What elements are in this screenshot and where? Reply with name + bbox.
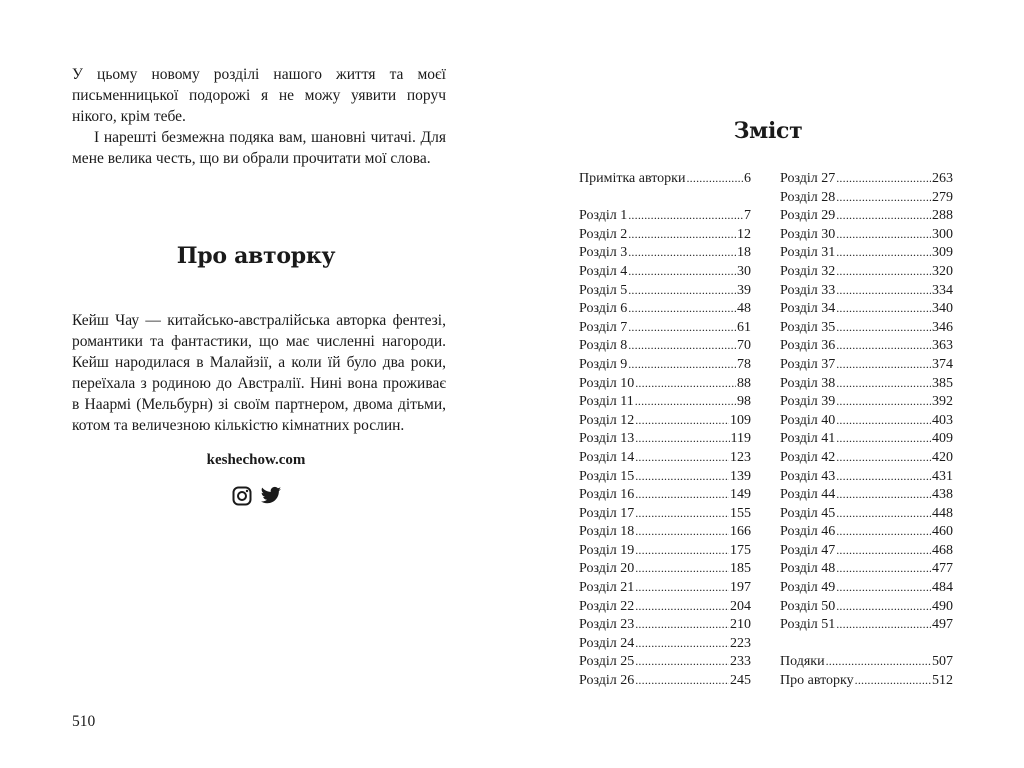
toc-leader-dots xyxy=(836,487,931,502)
twitter-icon[interactable] xyxy=(260,486,280,506)
toc-entry-page: 149 xyxy=(730,487,751,503)
toc-entry-page: 139 xyxy=(730,468,751,484)
toc-leader-dots xyxy=(836,190,931,205)
toc-entry[interactable] xyxy=(579,357,751,376)
toc-entry-page: 385 xyxy=(932,375,953,391)
toc-entry[interactable] xyxy=(780,394,953,413)
toc-entry[interactable] xyxy=(780,264,953,283)
toc-entry-title: Розділ 21 xyxy=(579,580,635,596)
toc-entry-title: Розділ 44 xyxy=(780,487,836,503)
toc-entry[interactable] xyxy=(579,245,751,264)
toc-spacer xyxy=(780,636,953,655)
toc-leader-dots xyxy=(836,227,931,242)
toc-entry[interactable] xyxy=(780,227,953,246)
toc-entry-title: Розділ 7 xyxy=(579,319,628,335)
toc-entry-page: 279 xyxy=(932,189,953,205)
toc-entry[interactable] xyxy=(579,450,751,469)
toc-leader-dots xyxy=(628,208,743,223)
toc-entry[interactable] xyxy=(780,376,953,395)
toc-leader-dots xyxy=(635,506,729,521)
toc-entry[interactable] xyxy=(780,283,953,302)
toc-entry-page: 363 xyxy=(932,338,953,354)
toc-entry-title: Розділ 2 xyxy=(579,226,628,242)
toc-leader-dots xyxy=(836,357,931,372)
toc-entry[interactable] xyxy=(579,487,751,506)
toc-leader-dots xyxy=(836,245,931,260)
toc-leader-dots xyxy=(836,580,931,595)
toc-entry-title: Розділ 28 xyxy=(780,189,836,205)
toc-entry[interactable] xyxy=(579,654,751,673)
toc-entry[interactable] xyxy=(780,431,953,450)
toc-entry-title: Розділ 9 xyxy=(579,356,628,372)
toc-entry[interactable] xyxy=(579,320,751,339)
toc-entry-title: Розділ 8 xyxy=(579,338,628,354)
toc-entry-title: Розділ 47 xyxy=(780,542,836,558)
toc-entry-page: 409 xyxy=(932,431,953,447)
toc-leader-dots xyxy=(836,561,931,576)
toc-leader-dots xyxy=(836,450,931,465)
toc-leader-dots xyxy=(635,599,729,614)
toc-entry-title: Розділ 50 xyxy=(780,598,836,614)
toc-entry-title: Розділ 12 xyxy=(579,412,635,428)
toc-leader-dots xyxy=(628,301,736,316)
toc-leader-dots xyxy=(628,227,736,242)
toc-entry-title: Розділ 37 xyxy=(780,356,836,372)
instagram-icon[interactable] xyxy=(232,486,252,506)
toc-leader-dots xyxy=(686,171,743,186)
toc-entry-page: 123 xyxy=(730,449,751,465)
toc-entry-page: 155 xyxy=(730,505,751,521)
toc-entry-page: 197 xyxy=(730,580,751,596)
toc-entry-title: Розділ 20 xyxy=(579,561,635,577)
toc-leader-dots xyxy=(635,394,736,409)
toc-entry[interactable] xyxy=(579,283,751,302)
toc-entry[interactable] xyxy=(780,654,953,673)
toc-entry-title: Розділ 51 xyxy=(780,617,836,633)
toc-entry-page: 48 xyxy=(737,301,751,317)
toc-column-2 xyxy=(780,171,953,692)
toc-entry-page: 431 xyxy=(932,468,953,484)
toc-entry-page: 12 xyxy=(737,226,751,242)
toc-entry[interactable] xyxy=(579,580,751,599)
toc-entry[interactable] xyxy=(579,338,751,357)
toc-leader-dots xyxy=(836,413,931,428)
toc-entry-title: Розділ 10 xyxy=(579,375,635,391)
toc-entry[interactable] xyxy=(579,264,751,283)
toc-entry-title: Розділ 31 xyxy=(780,245,836,261)
toc-entry-page: 245 xyxy=(730,673,751,689)
toc-leader-dots xyxy=(628,338,736,353)
toc-leader-dots xyxy=(836,599,931,614)
toc-entry-page: 288 xyxy=(932,208,953,224)
toc-entry-title: Розділ 19 xyxy=(579,542,635,558)
toc-entry-page: 98 xyxy=(737,394,751,410)
page-number: 510 xyxy=(72,713,96,730)
toc-leader-dots xyxy=(836,469,931,484)
toc-entry-title: Розділ 34 xyxy=(780,301,836,317)
toc-entry-title: Розділ 35 xyxy=(780,319,836,335)
toc-leader-dots xyxy=(635,431,729,446)
toc-entry-page: 403 xyxy=(932,412,953,428)
toc-entry[interactable] xyxy=(780,338,953,357)
toc-entry[interactable] xyxy=(780,599,953,618)
toc-entry-page: 204 xyxy=(730,598,751,614)
toc-entry-page: 119 xyxy=(730,431,751,447)
social-links xyxy=(232,486,280,506)
toc-entry-page: 6 xyxy=(744,171,751,186)
toc-entry[interactable] xyxy=(579,524,751,543)
toc-entry[interactable] xyxy=(579,599,751,618)
toc-entry-page: 263 xyxy=(932,171,953,186)
toc-entry-page: 320 xyxy=(932,263,953,279)
toc-leader-dots xyxy=(635,636,729,651)
about-author-heading: Про авторку xyxy=(176,243,336,269)
toc-leader-dots xyxy=(635,524,729,539)
toc-leader-dots xyxy=(635,543,729,558)
toc-entry-title: Розділ 42 xyxy=(780,449,836,465)
toc-entry[interactable] xyxy=(780,413,953,432)
toc-entry-page: 185 xyxy=(730,561,751,577)
toc-entry-title: Розділ 4 xyxy=(579,263,628,279)
toc-entry-title: Розділ 22 xyxy=(579,598,635,614)
toc-entry-title: Розділ 17 xyxy=(579,505,635,521)
toc-entry-page: 70 xyxy=(737,338,751,354)
toc-leader-dots xyxy=(628,357,736,372)
toc-entry[interactable] xyxy=(579,413,751,432)
paragraph-dedication: У цьому новому розділі нашого життя та моєї письменницької подорожі я не можу уявити поруч нікого, крім тебе. xyxy=(72,66,446,125)
toc-entry-title: Розділ 3 xyxy=(579,245,628,261)
toc-entry[interactable] xyxy=(780,543,953,562)
toc-entry[interactable] xyxy=(579,301,751,320)
toc-entry-page: 7 xyxy=(744,208,751,224)
toc-entry[interactable] xyxy=(780,524,953,543)
toc-entry-page: 448 xyxy=(932,505,953,521)
toc-entry[interactable] xyxy=(780,673,953,692)
toc-entry-page: 512 xyxy=(932,673,953,689)
toc-entry-page: 460 xyxy=(932,524,953,540)
toc-entry[interactable] xyxy=(579,673,751,692)
toc-entry[interactable] xyxy=(579,561,751,580)
toc-entry[interactable] xyxy=(780,580,953,599)
toc-leader-dots xyxy=(635,450,729,465)
author-website-link[interactable]: keshechow.com xyxy=(206,452,306,468)
toc-entry-title: Розділ 18 xyxy=(579,524,635,540)
toc-entry[interactable] xyxy=(579,469,751,488)
toc-entry-title: Розділ 49 xyxy=(780,580,836,596)
toc-entry-page: 309 xyxy=(932,245,953,261)
toc-entry[interactable] xyxy=(579,394,751,413)
toc-leader-dots xyxy=(635,673,729,688)
toc-leader-dots xyxy=(836,283,931,298)
toc-entry[interactable] xyxy=(579,617,751,636)
toc-entry-page: 477 xyxy=(932,561,953,577)
toc-leader-dots xyxy=(635,376,736,391)
toc-entry-page: 88 xyxy=(737,375,751,391)
toc-entry-page: 438 xyxy=(932,487,953,503)
toc-leader-dots xyxy=(836,543,931,558)
toc-entry-title: Розділ 40 xyxy=(780,412,836,428)
toc-entry-page: 61 xyxy=(737,319,751,335)
toc-entry-page: 39 xyxy=(737,282,751,298)
toc-entry-page: 484 xyxy=(932,580,953,596)
toc-entry-title: Розділ 11 xyxy=(579,394,634,410)
toc-entry-title: Про авторку xyxy=(780,673,854,689)
toc-entry-page: 175 xyxy=(730,542,751,558)
toc-leader-dots xyxy=(628,283,736,298)
toc-entry-title: Розділ 6 xyxy=(579,301,628,317)
toc-entry-title: Розділ 32 xyxy=(780,263,836,279)
toc-entry[interactable] xyxy=(780,561,953,580)
toc-entry-page: 334 xyxy=(932,282,953,298)
toc-leader-dots xyxy=(635,413,729,428)
toc-leader-dots xyxy=(836,338,931,353)
toc-entry-page: 497 xyxy=(932,617,953,633)
toc-entry-title: Розділ 15 xyxy=(579,468,635,484)
toc-entry[interactable] xyxy=(579,171,751,190)
toc-entry[interactable] xyxy=(780,245,953,264)
toc-leader-dots xyxy=(628,320,736,335)
toc-entry-title: Розділ 23 xyxy=(579,617,635,633)
toc-entry-page: 340 xyxy=(932,301,953,317)
toc-spacer xyxy=(579,190,751,209)
toc-leader-dots xyxy=(836,208,931,223)
toc-entry-title: Розділ 14 xyxy=(579,449,635,465)
toc-entry-title: Розділ 25 xyxy=(579,654,635,670)
toc-entry-page: 233 xyxy=(730,654,751,670)
toc-entry-title: Примітка авторки xyxy=(579,171,686,186)
toc-leader-dots xyxy=(635,487,729,502)
toc-entry[interactable] xyxy=(579,506,751,525)
toc-entry-title: Розділ 26 xyxy=(579,673,635,689)
toc-entry[interactable] xyxy=(780,208,953,227)
toc-leader-dots xyxy=(836,320,931,335)
toc-leader-dots xyxy=(836,524,931,539)
toc-entry-title: Розділ 13 xyxy=(579,431,635,447)
toc-entry[interactable] xyxy=(780,487,953,506)
toc-entry-title: Розділ 5 xyxy=(579,282,628,298)
toc-entry-title: Розділ 38 xyxy=(780,375,836,391)
right-page xyxy=(512,0,1024,768)
toc-column-1 xyxy=(579,171,751,692)
toc-entry-title: Розділ 43 xyxy=(780,468,836,484)
toc-entry-title: Розділ 24 xyxy=(579,635,635,651)
toc-entry[interactable] xyxy=(780,617,953,636)
toc-leader-dots xyxy=(635,617,729,632)
toc-entry-page: 109 xyxy=(730,412,751,428)
toc-leader-dots xyxy=(635,469,729,484)
toc-entry-title: Розділ 39 xyxy=(780,394,836,410)
toc-entry-page: 490 xyxy=(932,598,953,614)
toc-leader-dots xyxy=(826,654,931,669)
toc-entry-page: 210 xyxy=(730,617,751,633)
toc-entry[interactable] xyxy=(579,208,751,227)
toc-entry[interactable] xyxy=(780,320,953,339)
toc-leader-dots xyxy=(836,171,931,186)
toc-entry-title: Розділ 48 xyxy=(780,561,836,577)
toc-heading: Зміст xyxy=(733,118,803,144)
toc-leader-dots xyxy=(836,376,931,391)
toc-leader-dots xyxy=(836,394,931,409)
toc-entry-page: 30 xyxy=(737,263,751,279)
toc-leader-dots xyxy=(836,264,931,279)
toc-entry-title: Розділ 36 xyxy=(780,338,836,354)
toc-leader-dots xyxy=(628,245,736,260)
toc-entry[interactable] xyxy=(780,301,953,320)
toc-entry-page: 507 xyxy=(932,654,953,670)
toc-entry-title: Розділ 45 xyxy=(780,505,836,521)
paragraph-thanks-readers: І нарешті безмежна подяка вам, шановні читачі. Для мене велика честь, що ви обрали прочитати мої слова. xyxy=(72,129,446,167)
toc-entry[interactable] xyxy=(780,190,953,209)
toc-entry-title: Розділ 46 xyxy=(780,524,836,540)
toc-entry-title: Подяки xyxy=(780,654,825,670)
toc-entry-title: Розділ 33 xyxy=(780,282,836,298)
toc-entry-page: 166 xyxy=(730,524,751,540)
toc-entry-title: Розділ 16 xyxy=(579,487,635,503)
toc-leader-dots xyxy=(635,580,729,595)
toc-entry-page: 223 xyxy=(730,635,751,651)
toc-entry-page: 18 xyxy=(737,245,751,261)
toc-leader-dots xyxy=(855,673,931,688)
toc-leader-dots xyxy=(836,431,931,446)
toc-entry-page: 420 xyxy=(932,449,953,465)
toc-leader-dots xyxy=(836,617,931,632)
toc-entry[interactable] xyxy=(780,450,953,469)
toc-entry[interactable] xyxy=(780,506,953,525)
toc-entry[interactable] xyxy=(579,543,751,562)
toc-entry[interactable] xyxy=(579,376,751,395)
toc-entry-page: 374 xyxy=(932,356,953,372)
toc-entry-title: Розділ 29 xyxy=(780,208,836,224)
toc-leader-dots xyxy=(628,264,736,279)
toc-entry-page: 392 xyxy=(932,394,953,410)
toc-entry-page: 300 xyxy=(932,226,953,242)
toc-entry-title: Розділ 41 xyxy=(780,431,836,447)
toc-entry-title: Розділ 1 xyxy=(579,208,628,224)
about-author-text: Кейш Чау — китайсько-австралійська авторка фентезі, романтики та фантастики, що має численні нагороди. Кейш народилася в Малайзії, а коли їй було два роки, переїхала з родиною до Австралії. Нині вона проживає в Наармі (Мельбурн) зі своїм партнером, двома дітьми, котом та величезною кількістю кімнатних рослин. xyxy=(72,312,446,434)
toc-leader-dots xyxy=(635,561,729,576)
toc-entry-title: Розділ 27 xyxy=(780,171,836,186)
toc-entry[interactable] xyxy=(780,171,953,190)
toc-entry[interactable] xyxy=(579,227,751,246)
toc-entry-page: 346 xyxy=(932,319,953,335)
toc-leader-dots xyxy=(635,654,729,669)
toc-leader-dots xyxy=(836,301,931,316)
toc-entry[interactable] xyxy=(579,431,751,450)
toc-entry-page: 78 xyxy=(737,356,751,372)
toc-entry[interactable] xyxy=(780,469,953,488)
toc-entry-page: 468 xyxy=(932,542,953,558)
toc-leader-dots xyxy=(836,506,931,521)
toc-entry-title: Розділ 30 xyxy=(780,226,836,242)
toc-entry[interactable] xyxy=(579,636,751,655)
toc-entry[interactable] xyxy=(780,357,953,376)
